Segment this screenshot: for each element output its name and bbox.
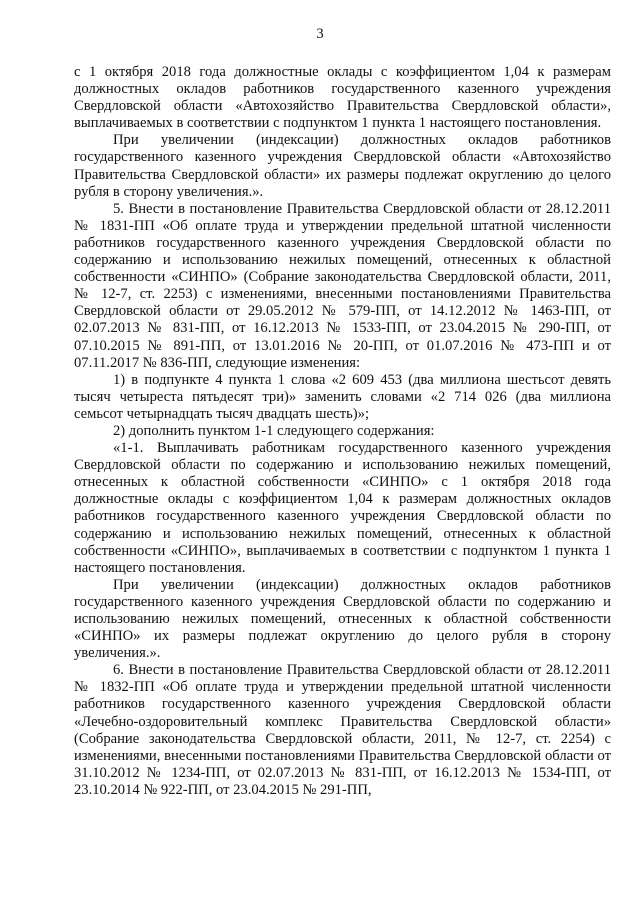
paragraph: 1) в подпункте 4 пункта 1 слова «2 609 453 (два миллиона шестьсот девять тысяч четыреста пятьдесят три)» заменить словами «2 714 026 (два миллиона семьсот четырнадцать тысяч двадцать шесть)»; — [74, 371, 611, 422]
paragraph: 6. Внести в постановление Правительства Свердловской области от 28.12.2011 № 1832-ПП «Об оплате труда и утверждении предельной штатной численности работников государственного казенного учреждения Свердловской области «Лечебно-оздоровительный комплекс Правительства Свердловской области» (Собрание законодательства Свердловской области, 2011, № 12-7, ст. 2254) с изменениями, внесенными постановлениями Правительства Свердловской области от 31.10.2012 № 1234-ПП, от 02.07.2013 № 831-ПП, от 16.12.2013 № 1534-ПП, от 23.10.2014 № 922-ПП, от 23.04.2015 № 291-ПП, — [74, 662, 611, 798]
document-body — [74, 64, 611, 799]
paragraph: При увеличении (индексации) должностных окладов работников государственного казенного учреждения Свердловской области по содержанию и использованию нежилых помещений, отнесенных к областной собственности «СИНПО» их размеры подлежат округлению до целого рубля в сторону увеличения.». — [74, 576, 611, 662]
paragraph: 2) дополнить пунктом 1-1 следующего содержания: — [113, 422, 435, 439]
page-number: 3 — [316, 26, 324, 42]
paragraph: При увеличении (индексации) должностных окладов работников государственного казенного учреждения Свердловской области «Автохозяйство Правительства Свердловской области» их размеры подлежат округлению до целого рубля в сторону увеличения.». — [74, 132, 611, 200]
paragraph: 5. Внести в постановление Правительства Свердловской области от 28.12.2011 № 1831-ПП «Об оплате труда и утверждении предельной штатной численности работников государственного казенного учреждения Свердловской области по содержанию и использованию нежилых помещений, отнесенных к областной собственности «СИНПО» (Собрание законодательства Свердловской области, 2011, № 12-7, ст. 2253) с изменениями, внесенными постановлениями Правительства Свердловской области от 29.05.2012 № 579-ПП, от 14.12.2012 № 1463-ПП, от 02.07.2013 № 831-ПП, от 16.12.2013 № 1533-ПП, от 23.04.2015 № 290-ПП, от 07.10.2015 № 891-ПП, от 13.01.2016 № 20-ПП, от 01.07.2016 № 473-ПП и от 07.11.2017 № 836-ПП, следующие изменения: — [74, 200, 611, 371]
paragraph: «1-1. Выплачивать работникам государственного казенного учреждения Свердловской области по содержанию и использованию нежилых помещений, отнесенных к областной собственности «СИНПО» с 1 октября 2018 года должностные оклады с коэффициентом 1,04 к размерам должностных окладов работников государственного казенного учреждения Свердловской области по содержанию и использованию нежилых помещений, отнесенных к областной собственности «СИНПО», выплачиваемых в соответствии с подпунктом 1 пункта 1 настоящего постановления. — [74, 440, 611, 576]
paragraph: с 1 октября 2018 года должностные оклады с коэффициентом 1,04 к размерам должностных окладов работников государственного казенного учреждения Свердловской области «Автохозяйство Правительства Свердловской области», выплачиваемых в соответствии с подпунктом 1 пункта 1 настоящего постановления. — [74, 64, 611, 132]
